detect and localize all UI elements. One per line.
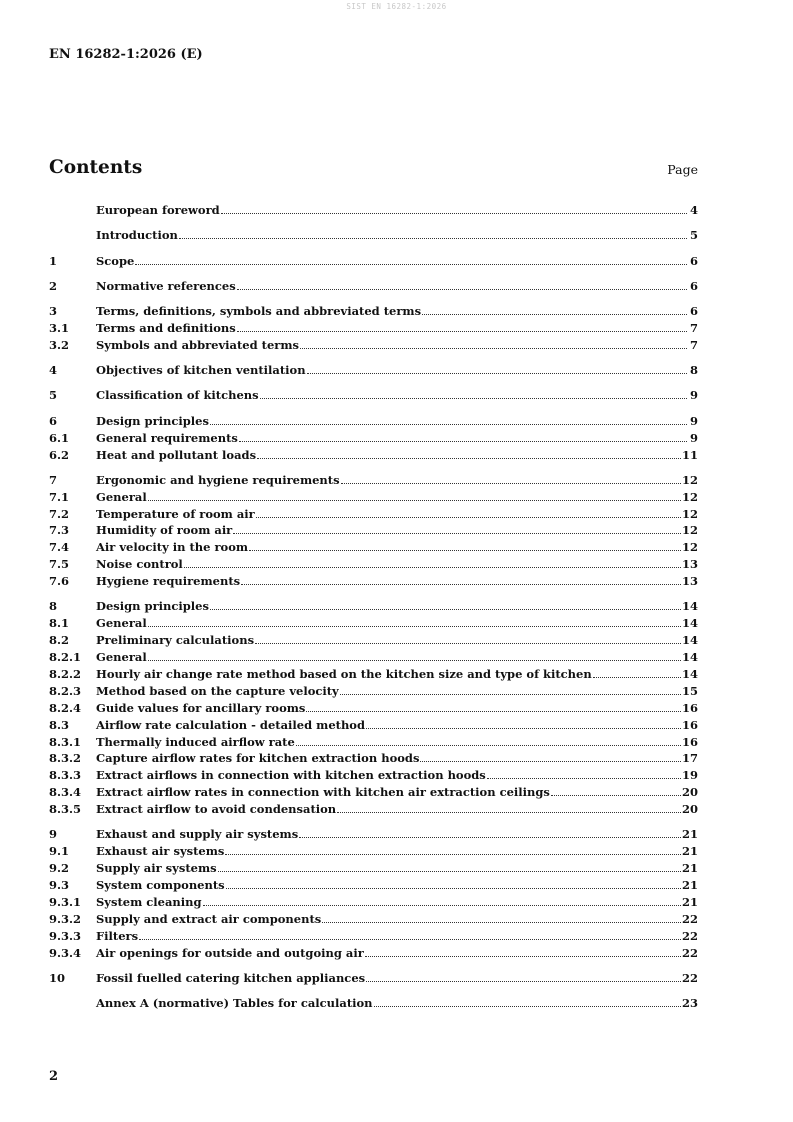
toc-entry-title: Ergonomic and hygiene requirements bbox=[96, 472, 340, 487]
toc-entry[interactable] bbox=[49, 877, 698, 894]
toc-entry-page: 14 bbox=[681, 616, 698, 631]
toc-dot-leader bbox=[255, 632, 681, 644]
toc-entry-title: Air velocity in the room bbox=[96, 540, 249, 555]
toc-dot-leader bbox=[210, 598, 681, 610]
toc-entry-number: 3.1 bbox=[49, 321, 70, 336]
toc-entry[interactable] bbox=[49, 447, 698, 464]
toc-dot-leader bbox=[139, 928, 681, 940]
toc-entry-page: 16 bbox=[681, 734, 698, 749]
toc-dot-leader bbox=[593, 666, 681, 678]
toc-dot-leader bbox=[487, 767, 681, 779]
toc-entry-page: 5 bbox=[689, 228, 698, 243]
toc-entry-title: Objectives of kitchen ventilation bbox=[96, 363, 306, 378]
toc-dot-leader bbox=[179, 227, 687, 239]
toc-entry[interactable] bbox=[49, 387, 698, 404]
toc-dot-leader bbox=[322, 911, 681, 923]
toc-entry-page: 12 bbox=[681, 472, 698, 487]
toc-entry-title: General bbox=[96, 489, 147, 504]
toc-entry-number: 9.3.4 bbox=[49, 945, 82, 960]
toc-entry[interactable] bbox=[49, 860, 698, 877]
toc-dot-leader bbox=[300, 337, 687, 349]
page-column-label: Page bbox=[667, 162, 698, 177]
toc-entry-page: 17 bbox=[681, 751, 698, 766]
toc-dot-leader bbox=[260, 387, 687, 399]
toc-entry-page: 15 bbox=[681, 683, 698, 698]
toc-entry[interactable] bbox=[49, 717, 698, 734]
toc-entry[interactable] bbox=[49, 734, 698, 751]
toc-entry-number: 2 bbox=[49, 278, 58, 293]
toc-entry-title: Design principles bbox=[96, 413, 209, 428]
toc-entry-page: 21 bbox=[681, 827, 698, 842]
toc-entry-number: 5 bbox=[49, 388, 58, 403]
toc-entry[interactable] bbox=[49, 556, 698, 573]
toc-entry-page: 12 bbox=[681, 523, 698, 538]
toc-dot-leader bbox=[237, 278, 687, 290]
toc-entry[interactable] bbox=[49, 945, 698, 962]
toc-entry-page: 20 bbox=[681, 785, 698, 800]
toc-entry-title: Normative references bbox=[96, 278, 236, 293]
contents-title: Contents bbox=[49, 157, 143, 178]
toc-entry[interactable] bbox=[49, 303, 698, 320]
toc-entry-page: 7 bbox=[689, 337, 698, 352]
toc-entry[interactable] bbox=[49, 843, 698, 860]
toc-entry-page: 12 bbox=[681, 489, 698, 504]
toc-entry[interactable] bbox=[49, 666, 698, 683]
toc-entry-title: Terms, definitions, symbols and abbreviated terms bbox=[96, 304, 422, 319]
toc-entry-page: 6 bbox=[689, 304, 698, 319]
toc-entry-title: Temperature of room air bbox=[96, 506, 255, 521]
toc-entry-title: Air openings for outside and outgoing air bbox=[96, 945, 364, 960]
toc-dot-leader bbox=[365, 945, 681, 957]
toc-entry[interactable] bbox=[49, 995, 698, 1012]
toc-entry-number: 9.3.1 bbox=[49, 894, 82, 909]
toc-entry-number: 6.1 bbox=[49, 430, 70, 445]
toc-entry-page: 22 bbox=[681, 970, 698, 985]
toc-entry-title: Hourly air change rate method based on the kitchen size and type of kitchen bbox=[96, 667, 592, 681]
toc-dot-leader bbox=[226, 877, 681, 889]
toc-dot-leader bbox=[135, 253, 687, 265]
toc-entry[interactable] bbox=[49, 472, 698, 489]
toc-entry-number: 8.3.2 bbox=[49, 751, 82, 766]
toc-entry-page: 12 bbox=[681, 540, 698, 555]
toc-entry-page: 9 bbox=[689, 430, 698, 445]
toc-entry-number: 7.2 bbox=[49, 506, 70, 521]
toc-entry[interactable] bbox=[49, 826, 698, 843]
toc-entry[interactable] bbox=[49, 362, 698, 379]
toc-entry-number: 1 bbox=[49, 253, 58, 268]
toc-entry-page: 12 bbox=[681, 506, 698, 521]
toc-entry-number: 8.3.3 bbox=[49, 768, 82, 783]
toc-entry-number: 8.2.2 bbox=[49, 667, 82, 681]
toc-entry-title: Capture airflow rates for kitchen extraction hoods bbox=[96, 751, 420, 766]
toc-entry-title: Heat and pollutant loads bbox=[96, 447, 257, 462]
toc-entry-number: 8.1 bbox=[49, 616, 70, 631]
toc-entry-number: 7.5 bbox=[49, 557, 70, 572]
toc-entry-page: 21 bbox=[681, 844, 698, 859]
toc-entry-page: 4 bbox=[689, 203, 698, 217]
toc-entry-title: Supply air systems bbox=[96, 861, 217, 876]
toc-entry-title: Annex A (normative) Tables for calculation bbox=[96, 996, 373, 1011]
toc-entry-number: 8.3.4 bbox=[49, 785, 82, 800]
toc-entry-number: 8 bbox=[49, 599, 58, 614]
toc-entry-page: 16 bbox=[681, 700, 698, 715]
toc-entry[interactable] bbox=[49, 750, 698, 767]
toc-entry[interactable] bbox=[49, 539, 698, 556]
toc-dot-leader bbox=[241, 573, 681, 585]
toc-dot-leader bbox=[237, 320, 687, 332]
toc-dot-leader bbox=[340, 683, 681, 695]
toc-entry-number: 3.2 bbox=[49, 337, 70, 352]
toc-entry-number: 9 bbox=[49, 827, 58, 842]
document-id: EN 16282-1:2026 (E) bbox=[49, 47, 203, 62]
toc-entry-page: 19 bbox=[681, 768, 698, 783]
toc-entry-number: 9.3.3 bbox=[49, 928, 82, 943]
toc-entry[interactable] bbox=[49, 227, 698, 244]
toc-entry[interactable] bbox=[49, 320, 698, 337]
toc-entry-page: 9 bbox=[689, 388, 698, 403]
toc-entry-number: 8.2.4 bbox=[49, 700, 82, 715]
toc-entry-title: Airflow rate calculation - detailed method bbox=[96, 717, 366, 732]
toc-dot-leader bbox=[420, 750, 681, 762]
toc-entry-title: Terms and definitions bbox=[96, 321, 236, 336]
toc-entry-title: Design principles bbox=[96, 599, 209, 614]
toc-entry-page: 23 bbox=[681, 996, 698, 1011]
toc-entry-title: System components bbox=[96, 878, 225, 893]
toc-entry[interactable] bbox=[49, 928, 698, 945]
toc-entry-number: 7.4 bbox=[49, 540, 70, 555]
toc-entry-page: 14 bbox=[681, 650, 698, 665]
toc-dot-leader bbox=[239, 430, 687, 442]
toc-entry-number: 9.1 bbox=[49, 844, 70, 859]
toc-entry-number: 8.3.5 bbox=[49, 802, 82, 817]
toc-dot-leader bbox=[184, 556, 681, 568]
toc-entry-title: General bbox=[96, 616, 147, 631]
toc-entry-page: 22 bbox=[681, 911, 698, 926]
toc-entry-title: Extract airflow rates in connection with kitchen air extraction ceilings bbox=[96, 785, 550, 800]
toc-entry-page: 20 bbox=[681, 802, 698, 817]
toc-entry-number: 9.2 bbox=[49, 861, 70, 876]
toc-entry[interactable] bbox=[49, 337, 698, 354]
toc-entry-page: 13 bbox=[681, 557, 698, 572]
toc-dot-leader bbox=[337, 801, 681, 813]
toc-dot-leader bbox=[210, 413, 687, 425]
toc-entry[interactable] bbox=[49, 489, 698, 506]
toc-entry-title: Preliminary calculations bbox=[96, 633, 255, 648]
toc-dot-leader bbox=[307, 362, 687, 374]
toc-entry-title: System cleaning bbox=[96, 894, 202, 909]
toc-entry[interactable] bbox=[49, 632, 698, 649]
toc-entry-title: Exhaust and supply air systems bbox=[96, 827, 299, 842]
table-of-contents bbox=[49, 202, 698, 1012]
toc-entry-number: 3 bbox=[49, 304, 58, 319]
toc-entry[interactable] bbox=[49, 202, 698, 219]
toc-entry-number: 10 bbox=[49, 970, 66, 985]
toc-dot-leader bbox=[366, 970, 681, 982]
toc-entry-number: 8.2.3 bbox=[49, 683, 82, 698]
toc-entry-title: Classification of kitchens bbox=[96, 388, 259, 403]
toc-entry[interactable] bbox=[49, 506, 698, 523]
toc-entry-title: Extract airflow to avoid condensation bbox=[96, 802, 337, 817]
toc-entry-number: 7.6 bbox=[49, 574, 70, 589]
toc-dot-leader bbox=[551, 784, 681, 796]
toc-entry-page: 21 bbox=[681, 861, 698, 876]
toc-entry-title: Scope bbox=[96, 253, 135, 268]
toc-dot-leader bbox=[148, 649, 681, 661]
toc-dot-leader bbox=[257, 447, 681, 459]
toc-entry-title: Hygiene requirements bbox=[96, 574, 241, 589]
toc-entry-page: 11 bbox=[681, 447, 698, 462]
toc-entry-title: Extract airflows in connection with kitchen extraction hoods bbox=[96, 768, 486, 783]
toc-entry-number: 9.3.2 bbox=[49, 911, 82, 926]
toc-entry-number: 7 bbox=[49, 472, 58, 487]
toc-entry-title: General bbox=[96, 650, 147, 665]
toc-dot-leader bbox=[203, 894, 681, 906]
toc-dot-leader bbox=[341, 472, 681, 484]
toc-entry[interactable] bbox=[49, 767, 698, 784]
toc-entry-title: European foreword bbox=[96, 203, 220, 217]
toc-entry-title: General requirements bbox=[96, 430, 238, 445]
toc-entry-number: 8.2.1 bbox=[49, 650, 82, 665]
toc-entry[interactable] bbox=[49, 683, 698, 700]
toc-entry-number: 8.3 bbox=[49, 717, 70, 732]
toc-entry[interactable] bbox=[49, 649, 698, 666]
toc-entry-page: 6 bbox=[689, 253, 698, 268]
toc-entry-number: 6 bbox=[49, 413, 58, 428]
toc-entry[interactable] bbox=[49, 278, 698, 295]
toc-entry[interactable] bbox=[49, 801, 698, 818]
toc-entry-title: Supply and extract air components bbox=[96, 911, 322, 926]
toc-entry-page: 21 bbox=[681, 894, 698, 909]
toc-entry-page: 14 bbox=[681, 633, 698, 648]
toc-entry-title: Humidity of room air bbox=[96, 523, 233, 538]
toc-entry[interactable] bbox=[49, 700, 698, 717]
toc-entry[interactable] bbox=[49, 573, 698, 590]
page-number: 2 bbox=[49, 1069, 59, 1084]
toc-dot-leader bbox=[374, 995, 681, 1007]
toc-entry-number: 7.3 bbox=[49, 523, 70, 538]
toc-entry-page: 14 bbox=[681, 599, 698, 614]
toc-entry-page: 21 bbox=[681, 878, 698, 893]
toc-entry-number: 7.1 bbox=[49, 489, 70, 504]
toc-entry[interactable] bbox=[49, 970, 698, 987]
toc-dot-leader bbox=[366, 717, 681, 729]
toc-entry[interactable] bbox=[49, 615, 698, 632]
toc-entry[interactable] bbox=[49, 598, 698, 615]
toc-entry-page: 9 bbox=[689, 413, 698, 428]
toc-entry-page: 16 bbox=[681, 717, 698, 732]
toc-dot-leader bbox=[422, 303, 687, 315]
toc-entry-number: 8.3.1 bbox=[49, 734, 82, 749]
toc-entry-number: 9.3 bbox=[49, 878, 70, 893]
toc-dot-leader bbox=[306, 700, 681, 712]
toc-entry-page: 22 bbox=[681, 928, 698, 943]
toc-dot-leader bbox=[221, 202, 687, 214]
toc-entry-page: 22 bbox=[681, 945, 698, 960]
toc-entry[interactable] bbox=[49, 413, 698, 430]
toc-entry-title: Fossil fuelled catering kitchen appliances bbox=[96, 970, 366, 985]
toc-entry-page: 7 bbox=[689, 321, 698, 336]
toc-entry[interactable] bbox=[49, 784, 698, 801]
toc-entry-page: 13 bbox=[681, 574, 698, 589]
toc-dot-leader bbox=[299, 826, 681, 838]
toc-entry-page: 6 bbox=[689, 278, 698, 293]
toc-dot-leader bbox=[218, 860, 681, 872]
toc-entry-number: 6.2 bbox=[49, 447, 70, 462]
toc-dot-leader bbox=[233, 522, 681, 534]
toc-dot-leader bbox=[256, 506, 681, 518]
toc-dot-leader bbox=[225, 843, 681, 855]
toc-entry-title: Thermally induced airflow rate bbox=[96, 734, 295, 749]
toc-entry-page: 8 bbox=[689, 363, 698, 378]
toc-entry[interactable] bbox=[49, 894, 698, 911]
toc-entry[interactable] bbox=[49, 522, 698, 539]
toc-entry-page: 14 bbox=[681, 667, 698, 681]
toc-entry[interactable] bbox=[49, 430, 698, 447]
toc-entry[interactable] bbox=[49, 253, 698, 270]
toc-entry-title: Symbols and abbreviated terms bbox=[96, 337, 299, 352]
toc-dot-leader bbox=[296, 734, 681, 746]
toc-entry-title: Noise control bbox=[96, 557, 183, 572]
toc-dot-leader bbox=[148, 615, 681, 627]
toc-entry-title: Method based on the capture velocity bbox=[96, 683, 339, 698]
toc-entry-title: Exhaust air systems bbox=[96, 844, 225, 859]
toc-entry-title: Guide values for ancillary rooms bbox=[96, 700, 306, 715]
toc-entry-number: 8.2 bbox=[49, 633, 70, 648]
toc-dot-leader bbox=[148, 489, 681, 501]
toc-entry-title: Filters bbox=[96, 928, 139, 943]
toc-entry[interactable] bbox=[49, 911, 698, 928]
toc-entry-title: Introduction bbox=[96, 228, 178, 243]
toc-entry-number: 4 bbox=[49, 363, 58, 378]
watermark: SIST EN 16282-1:2026 bbox=[346, 2, 447, 11]
toc-dot-leader bbox=[249, 539, 681, 551]
